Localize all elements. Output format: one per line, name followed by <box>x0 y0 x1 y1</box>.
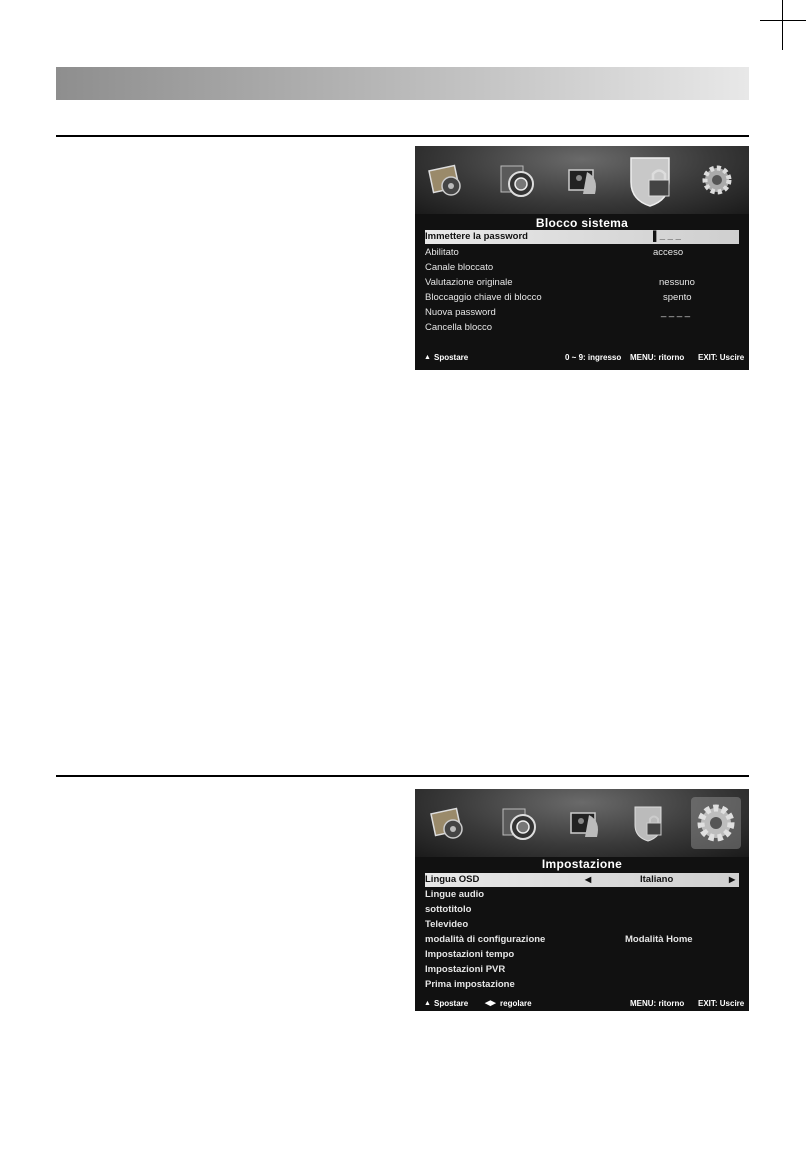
setup-menu-item-audio-languages[interactable] <box>425 888 739 902</box>
footer-exit: EXIT: Uscire <box>698 999 745 1008</box>
lock-menu-item-enabled[interactable] <box>425 246 739 260</box>
sound-icon[interactable] <box>499 803 539 843</box>
lock-icon[interactable] <box>625 152 679 208</box>
lock-menu-item-new-password[interactable] <box>425 306 739 320</box>
updown-arrow-icon: ▲ <box>424 1000 431 1007</box>
osd-language-value: Italiano <box>640 874 674 885</box>
row-label: Abilitato <box>425 247 459 258</box>
row-label: Impostazioni PVR <box>425 964 506 975</box>
config-mode-value: Modalità Home <box>625 934 693 945</box>
lock-menu-item-clear-lock[interactable] <box>425 321 739 335</box>
section-rule-middle <box>56 775 749 777</box>
section-header-bar <box>56 67 749 100</box>
row-value: nessuno <box>659 277 695 288</box>
lock-menu-item-channel-lock[interactable] <box>425 261 739 275</box>
picture-icon[interactable] <box>429 803 469 843</box>
lock-menu-screen <box>415 146 749 370</box>
lock-menu-item-rating[interactable] <box>425 276 739 290</box>
footer-move: Spostare <box>434 999 469 1008</box>
picture-icon[interactable] <box>427 160 467 200</box>
footer-exit: EXIT: Uscire <box>698 353 745 362</box>
menu-icon-strip <box>415 146 749 214</box>
footer-adjust: regolare <box>500 999 532 1008</box>
setup-menu-screen <box>415 789 749 1011</box>
password-input[interactable]: ▌_ _ _ <box>653 231 681 242</box>
row-label: Valutazione originale <box>425 277 513 288</box>
row-label: Immettere la password <box>425 231 528 242</box>
setup-menu-item-first-setup[interactable] <box>425 978 739 992</box>
row-value: spento <box>663 292 692 303</box>
row-label: Bloccaggio chiave di blocco <box>425 292 542 303</box>
lock-menu-item-enter-password[interactable] <box>425 230 739 244</box>
row-value: acceso <box>653 247 684 258</box>
row-label: sottotitolo <box>425 904 472 915</box>
right-arrow-icon[interactable]: ▶ <box>729 875 736 884</box>
row-label: Lingua OSD <box>425 874 480 885</box>
footer-move: Spostare <box>434 353 469 362</box>
channel-icon[interactable] <box>565 160 605 200</box>
left-arrow-icon[interactable]: ◀ <box>585 875 592 884</box>
row-label: Impostazioni tempo <box>425 949 515 960</box>
updown-arrow-icon: ▲ <box>424 354 431 361</box>
setup-menu-item-time-settings[interactable] <box>425 948 739 962</box>
row-label: Lingue audio <box>425 889 485 900</box>
setup-menu-item-teletext[interactable] <box>425 918 739 932</box>
setup-menu-item-pvr-settings[interactable] <box>425 963 739 977</box>
lock-menu-title: Blocco sistema <box>535 216 629 230</box>
lock-menu-item-key-lock[interactable] <box>425 291 739 305</box>
setup-menu-footer <box>415 997 749 1011</box>
footer-menu: MENU: ritorno <box>630 353 685 362</box>
footer-menu: MENU: ritorno <box>630 999 685 1008</box>
row-label: Cancella blocco <box>425 322 493 333</box>
menu-icon-strip <box>415 789 749 857</box>
leftright-arrow-icon: ◀▶ <box>485 1000 496 1007</box>
row-label: Prima impostazione <box>425 979 515 990</box>
setup-menu-title: Impostazione <box>541 857 623 871</box>
sound-icon[interactable] <box>497 160 537 200</box>
setup-menu-item-subtitle[interactable] <box>425 903 739 917</box>
lock-icon[interactable] <box>629 803 669 843</box>
setup-menu-item-config-mode[interactable] <box>425 933 739 947</box>
row-label: modalità di configurazione <box>425 934 546 945</box>
row-label: Televideo <box>425 919 469 930</box>
row-label: Nuova password <box>425 307 496 318</box>
footer-input: 0 ~ 9: ingresso <box>565 353 622 362</box>
setup-gear-icon[interactable] <box>689 795 743 851</box>
section-rule-top <box>56 135 749 137</box>
lock-menu-footer <box>415 351 749 365</box>
crop-mark-horizontal <box>760 20 806 21</box>
crop-mark-vertical <box>782 0 783 50</box>
row-label: Canale bloccato <box>425 262 494 273</box>
setup-menu-item-osd-language[interactable] <box>425 873 739 887</box>
new-password-input[interactable]: _ _ _ _ <box>661 307 691 318</box>
setup-gear-icon[interactable] <box>697 160 737 200</box>
channel-icon[interactable] <box>567 803 607 843</box>
